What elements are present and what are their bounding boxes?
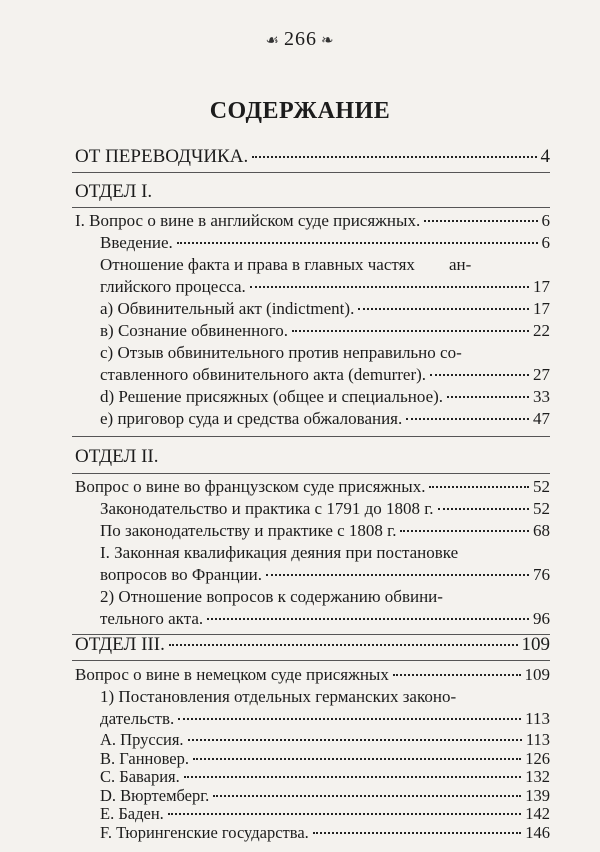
leader-dots [207, 618, 529, 620]
toc-entry[interactable] [100, 564, 550, 586]
toc-entry-label: вопросов во Франции. [100, 565, 263, 584]
section-divider [72, 660, 550, 661]
toc-entry[interactable] [100, 298, 550, 320]
leader-dots [266, 574, 529, 576]
toc-entry[interactable] [75, 476, 550, 498]
toc-entry-line[interactable]: 1) Постановления отдельных германских законо- [100, 687, 457, 706]
leader-dots [424, 220, 537, 222]
toc-entry-page: 96 [533, 609, 550, 628]
toc-entry-line[interactable]: 2) Отношение вопросов к содержанию обвини- [100, 587, 443, 606]
toc-entry-page: 17 [533, 277, 550, 296]
toc-entry-translator[interactable] [75, 146, 550, 168]
toc-entry-label: Законодательство и практика с 1791 до 1808 г. [100, 499, 434, 518]
toc-entry-label: глийского процесса. [100, 277, 246, 296]
toc-entry-label: F. Тюрингенские государства. [100, 823, 309, 842]
toc-entry[interactable] [75, 664, 550, 686]
toc-entry-page: 132 [525, 767, 550, 787]
leader-dots [292, 330, 529, 332]
toc-entry-page: 113 [525, 709, 550, 728]
leader-dots [313, 832, 521, 834]
toc-entry-label: ставленного обвинительного акта (demurrer). [100, 365, 427, 384]
toc-entry-page: 47 [533, 409, 550, 428]
toc-entry-line[interactable]: I. Законная квалификация деяния при постановке [100, 543, 459, 562]
toc-entry-page: 109 [524, 665, 550, 684]
toc-entry-page: 76 [533, 565, 550, 584]
toc-entry-label: C. Бавария. [100, 767, 180, 787]
toc-entry-line[interactable] [100, 254, 471, 276]
leader-dots [393, 674, 521, 676]
leader-dots [177, 242, 538, 244]
page-title: СОДЕРЖАНИЕ [209, 98, 391, 124]
toc-entry-page: 68 [533, 521, 550, 540]
page-number-text: 266 [283, 28, 317, 50]
ornament-right-icon: ❧ [320, 33, 335, 49]
toc-entry-page: 6 [541, 233, 550, 252]
toc-entry-label: d) Решение присяжных (общее и специальное). [100, 387, 444, 406]
toc-entry-page: 113 [525, 730, 550, 749]
toc-entry-page: 27 [533, 365, 550, 384]
toc-entry-label: B. Ганновер. [100, 748, 190, 768]
leader-dots [178, 718, 521, 720]
toc-entry[interactable] [75, 210, 550, 232]
leader-dots [193, 758, 521, 760]
toc-entry-page: 22 [533, 321, 550, 340]
toc-entry-label: ОТ ПЕРЕВОДЧИКА. [75, 146, 249, 167]
toc-entry-page: 139 [525, 785, 550, 805]
toc-entry-label: е) приговор суда и средства обжалования. [100, 409, 403, 428]
section-heading-3[interactable] [75, 634, 550, 656]
toc-entry-label: Вопрос о вине во французском суде присяжных. [75, 477, 426, 496]
toc-entry-line[interactable]: с) Отзыв обвинительного против неправильно со- [100, 343, 462, 362]
leader-dots [184, 776, 522, 778]
toc-entry-label-tail: ан- [448, 255, 472, 274]
leader-dots [213, 795, 521, 797]
leader-dots [406, 418, 529, 420]
toc-entry-label: Вопрос о вине в немецком суде присяжных [75, 665, 389, 684]
toc-entry[interactable] [100, 498, 550, 520]
toc-entry-page: 33 [533, 387, 550, 406]
leader-dots [400, 530, 529, 532]
section-heading-1: ОТДЕЛ I. [75, 181, 153, 202]
toc-entry[interactable] [100, 320, 550, 342]
toc-entry-page: 126 [525, 748, 550, 768]
toc-entry-label: тельного акта. [100, 609, 204, 628]
ornament-left-icon: ☙ [265, 33, 280, 49]
toc-entry[interactable] [100, 520, 550, 542]
toc-entry-label: A. Пруссия. [100, 730, 184, 749]
toc-entry-label: в) Сознание обвиненного. [100, 321, 289, 340]
toc-entry-page: 4 [540, 146, 550, 167]
toc-entry-label: а) Обвинительный акт (indictment). [100, 299, 355, 318]
toc-entry-page: 146 [525, 823, 550, 842]
toc-entry-label: I. Вопрос о вине в английском суде присяжных. [75, 211, 421, 230]
section-divider [72, 436, 550, 437]
toc-entry[interactable] [100, 232, 550, 254]
leader-dots [250, 286, 529, 288]
leader-dots [438, 508, 529, 510]
toc-entry-page: 52 [533, 499, 550, 518]
section-divider [72, 172, 550, 173]
toc-entry-label: дательств. [100, 709, 175, 728]
leader-dots [188, 739, 522, 741]
section-divider [72, 207, 550, 208]
leader-dots [430, 374, 529, 376]
toc-entry-label: E. Баден. [100, 804, 164, 824]
leader-dots [252, 156, 536, 158]
toc-entry-label: D. Вюртемберг. [100, 785, 210, 805]
toc-entry-page: 17 [533, 299, 550, 318]
toc-entry[interactable] [100, 608, 550, 630]
leader-dots [429, 486, 529, 488]
leader-dots [169, 644, 518, 646]
leader-dots [358, 308, 529, 310]
section-divider [72, 473, 550, 474]
section-heading-2: ОТДЕЛ II. [75, 446, 159, 467]
toc-entry[interactable] [100, 276, 550, 298]
toc-entry-label: Отношение факта и права в главных частях [100, 255, 415, 274]
toc-entry[interactable] [100, 408, 550, 430]
toc-entry[interactable] [100, 386, 550, 408]
toc-entry-page: 109 [521, 634, 550, 655]
toc-entry[interactable] [100, 822, 550, 843]
toc-entry-label: Введение. [100, 233, 173, 252]
toc-entry[interactable] [100, 364, 550, 386]
toc-entry-label: По законодательству и практике с 1808 г. [100, 521, 397, 540]
toc-entry-page: 52 [533, 477, 550, 496]
toc-entry-label: ОТДЕЛ III. [75, 634, 165, 655]
leader-dots [447, 396, 529, 398]
toc-entry-page: 6 [541, 211, 550, 230]
toc-entry[interactable] [100, 708, 550, 730]
toc-entry-page: 142 [525, 804, 550, 824]
leader-dots [168, 813, 521, 815]
